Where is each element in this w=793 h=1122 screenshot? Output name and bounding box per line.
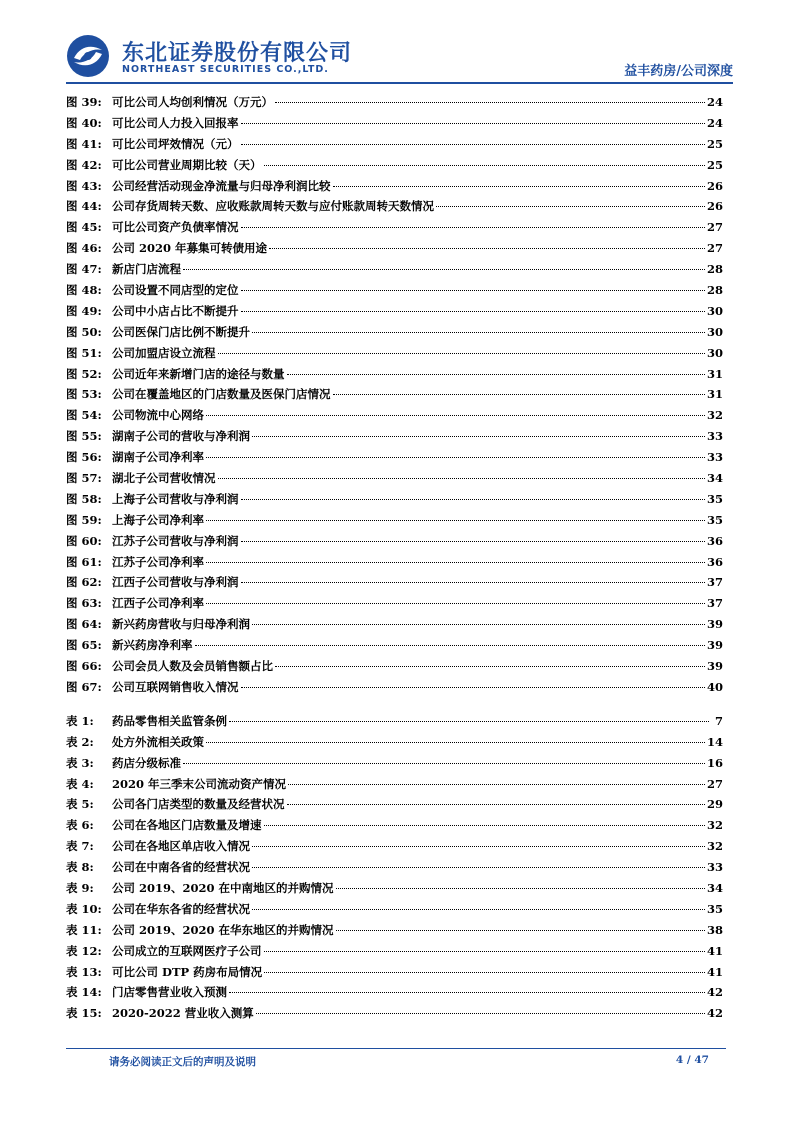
toc-title: 江西子公司净利率 [112,596,204,611]
dot-leader [206,603,705,604]
toc-title: 公司互联网销售收入情况 [112,679,239,694]
toc-title: 公司在覆盖地区的门店数量及医保门店情况 [112,387,331,402]
toc-prefix: 表 11: [66,922,102,937]
toc-page: 27 [706,241,723,256]
toc-entry[interactable] [66,964,723,985]
dot-leader [275,666,705,667]
toc-title: 可比公司人力投入回报率 [112,115,239,130]
dot-leader [252,846,705,847]
toc-prefix: 表 1: [66,713,94,728]
toc-page: 33 [706,429,723,444]
toc-title: 公司 2020 年募集可转债用途 [112,241,268,256]
toc-prefix: 表 8: [66,860,94,875]
toc-title: 公司成立的互联网医疗子公司 [112,943,262,958]
toc-page: 16 [706,755,723,770]
toc-prefix: 图 39: [66,95,102,109]
table-list [66,713,723,1026]
toc-entry[interactable] [66,94,723,115]
toc-prefix: 表 9: [66,880,94,895]
toc-entry[interactable] [66,449,723,470]
dot-leader [195,645,705,646]
toc-page: 42 [706,985,723,1000]
toc-page: 36 [706,533,723,548]
toc-page: 33 [706,860,723,875]
toc-title: 公司在各地区门店数量及增速 [112,818,262,833]
toc-page: 24 [706,115,723,130]
toc-title: 公司物流中心网络 [112,408,204,423]
toc-page: 42 [706,1006,723,1021]
toc-prefix: 图 47: [66,262,102,277]
dot-leader [336,888,705,889]
toc-entry[interactable] [66,407,723,428]
toc-entry[interactable] [66,859,723,880]
toc-page: 25 [706,136,723,151]
company-name-cn: 东北证券股份有限公司 [122,41,353,66]
toc-page: 34 [706,471,723,486]
toc-entry[interactable] [66,303,723,324]
toc-title: 新兴药房净利率 [112,638,193,653]
dot-leader [206,520,705,521]
toc-prefix: 图 42: [66,157,102,172]
dot-leader [229,721,709,722]
toc-page: 28 [706,262,723,277]
toc-entry[interactable] [66,616,723,637]
toc-entry[interactable] [66,755,723,776]
toc-prefix: 图 54: [66,408,102,423]
dot-leader [183,269,705,270]
toc-title: 可比公司资产负债率情况 [112,220,239,235]
dot-leader [336,930,705,931]
toc-prefix: 表 4: [66,776,94,791]
toc-page: 25 [706,157,723,172]
dot-leader [264,165,705,166]
toc-entry[interactable] [66,366,723,387]
dot-leader [264,825,705,826]
dot-leader [252,624,705,625]
toc-prefix: 图 45: [66,220,102,235]
toc-prefix: 图 58: [66,491,102,506]
toc-title: 处方外流相关政策 [112,734,204,749]
toc-page: 7 [714,713,723,728]
toc-title: 公司加盟店设立流程 [112,345,216,360]
dot-leader [241,290,705,291]
toc-entry[interactable] [66,512,723,533]
dot-leader [229,992,705,993]
toc-entry[interactable] [66,115,723,136]
toc-page: 30 [706,345,723,360]
toc-page: 32 [706,408,723,423]
dot-leader [333,394,705,395]
toc-prefix: 图 59: [66,512,102,527]
toc-page: 34 [706,880,723,895]
dot-leader [206,415,705,416]
toc-title: 公司医保门店比例不断提升 [112,324,250,339]
toc-prefix: 图 48: [66,283,102,298]
toc-title: 上海子公司净利率 [112,512,204,527]
toc-title: 公司会员人数及会员销售额占比 [112,659,273,674]
dot-leader [241,687,705,688]
toc-prefix: 图 49: [66,303,102,318]
toc-page: 31 [706,387,723,402]
page-header [66,34,733,84]
toc-title: 可比公司人均创利情况（万元） [112,95,273,109]
toc-title: 可比公司营业周期比较（天） [112,157,262,172]
toc-prefix: 图 64: [66,617,102,632]
dot-leader [252,332,705,333]
toc-entry[interactable] [66,386,723,407]
dot-leader [252,867,705,868]
toc-entry[interactable] [66,658,723,679]
toc-entry[interactable] [66,943,723,964]
toc-title: 公司在华东各省的经营状况 [112,901,250,916]
toc-title: 2020 年三季末公司流动资产情况 [112,776,287,791]
toc-title: 江苏子公司净利率 [112,554,204,569]
toc-entry[interactable] [66,776,723,797]
dot-leader [333,186,705,187]
toc-title: 公司中小店占比不断提升 [112,303,239,318]
toc-prefix: 图 40: [66,115,102,130]
toc-page: 30 [706,303,723,318]
toc-entry[interactable] [66,880,723,901]
dot-leader [206,457,705,458]
toc-entry[interactable] [66,136,723,157]
toc-page: 39 [706,659,723,674]
toc-entry[interactable] [66,178,723,199]
toc-prefix: 图 62: [66,575,102,590]
toc-title: 药品零售相关监管条例 [112,713,227,728]
toc-prefix: 表 13: [66,964,102,979]
figure-list [66,94,723,700]
toc-prefix: 图 61: [66,554,102,569]
toc-entry[interactable] [66,1005,723,1026]
dot-leader [287,804,705,805]
toc-entry[interactable] [66,470,723,491]
dot-leader [264,972,705,973]
toc-entry[interactable] [66,157,723,178]
toc-page: 32 [706,839,723,854]
toc-title: 药店分级标准 [112,755,181,770]
toc-page: 31 [706,366,723,381]
dot-leader [288,784,705,785]
toc-prefix: 图 67: [66,679,102,694]
dot-leader [241,541,705,542]
table-of-contents [66,94,723,1026]
dot-leader [241,227,705,228]
toc-prefix: 表 2: [66,734,94,749]
toc-title: 公司近年来新增门店的途径与数量 [112,366,285,381]
toc-prefix: 图 43: [66,178,102,193]
toc-prefix: 图 66: [66,659,102,674]
toc-page: 24 [706,95,723,109]
toc-entry[interactable] [66,219,723,240]
dot-leader [241,123,705,124]
toc-entry[interactable] [66,533,723,554]
toc-page: 27 [706,220,723,235]
toc-page: 37 [706,596,723,611]
toc-page: 33 [706,450,723,465]
dot-leader [256,1013,705,1014]
toc-prefix: 图 53: [66,387,102,402]
toc-page: 30 [706,324,723,339]
toc-title: 可比公司坪效情况（元） [112,136,239,151]
toc-title: 湖南子公司净利率 [112,450,204,465]
toc-entry[interactable] [66,713,723,734]
toc-entry[interactable] [66,901,723,922]
toc-entry[interactable] [66,679,723,700]
toc-prefix: 图 55: [66,429,102,444]
toc-page: 37 [706,575,723,590]
toc-prefix: 表 7: [66,839,94,854]
toc-entry[interactable] [66,922,723,943]
dot-leader [218,353,705,354]
toc-entry[interactable] [66,345,723,366]
dot-leader [269,248,705,249]
toc-page: 36 [706,554,723,569]
toc-page: 26 [706,178,723,193]
toc-page: 26 [706,199,723,214]
toc-entry[interactable] [66,838,723,859]
toc-title: 新店门店流程 [112,262,181,277]
toc-prefix: 表 5: [66,797,94,812]
toc-entry[interactable] [66,595,723,616]
dot-leader [264,951,705,952]
toc-prefix: 图 41: [66,136,102,151]
toc-page: 27 [706,776,723,791]
toc-prefix: 表 12: [66,943,102,958]
toc-page: 35 [706,512,723,527]
toc-entry[interactable] [66,817,723,838]
toc-entry[interactable] [66,198,723,219]
dot-leader [206,742,705,743]
footer-divider [66,1048,726,1049]
toc-entry[interactable] [66,554,723,575]
toc-prefix: 图 50: [66,324,102,339]
toc-title: 新兴药房营收与归母净利润 [112,617,250,632]
section-gap [66,700,723,713]
toc-title: 上海子公司营收与净利润 [112,491,239,506]
toc-prefix: 表 3: [66,755,94,770]
toc-prefix: 表 15: [66,1006,102,1021]
dot-leader [252,909,705,910]
dot-leader [436,206,705,207]
dot-leader [218,478,705,479]
toc-entry[interactable] [66,428,723,449]
toc-prefix: 图 51: [66,345,102,360]
toc-prefix: 表 10: [66,901,102,916]
dot-leader [241,311,705,312]
toc-entry[interactable] [66,984,723,1005]
toc-title: 门店零售营业收入预测 [112,985,227,1000]
toc-entry[interactable] [66,240,723,261]
toc-entry[interactable] [66,261,723,282]
toc-prefix: 图 57: [66,471,102,486]
toc-title: 2020-2022 营业收入测算 [112,1006,254,1021]
toc-title: 湖南子公司的营收与净利润 [112,429,250,444]
toc-page: 32 [706,818,723,833]
toc-title: 江西子公司营收与净利润 [112,575,239,590]
toc-prefix: 图 52: [66,366,102,381]
dot-leader [183,763,705,764]
toc-title: 可比公司 DTP 药房布局情况 [112,964,263,979]
toc-prefix: 表 6: [66,818,94,833]
toc-title: 公司设置不同店型的定位 [112,283,239,298]
toc-title: 湖北子公司营收情况 [112,471,216,486]
toc-page: 41 [706,964,723,979]
dot-leader [252,436,705,437]
toc-prefix: 图 44: [66,199,102,214]
header-divider [66,82,733,84]
company-logo-icon [66,34,110,78]
toc-page: 28 [706,283,723,298]
dot-leader [287,374,705,375]
toc-title: 公司经营活动现金净流量与归母净利润比较 [112,178,331,193]
toc-entry[interactable] [66,282,723,303]
toc-prefix: 图 60: [66,533,102,548]
toc-page: 41 [706,943,723,958]
dot-leader [275,102,705,103]
toc-entry[interactable] [66,637,723,658]
toc-prefix: 图 65: [66,638,102,653]
page-number: 4 / 47 [675,1054,709,1066]
toc-title: 公司各门店类型的数量及经营状况 [112,797,285,812]
company-name-en: NORTHEAST SECURITIES CO.,LTD. [122,64,329,75]
dot-leader [241,499,705,500]
toc-prefix: 图 56: [66,450,102,465]
toc-title: 公司在中南各省的经营状况 [112,860,250,875]
dot-leader [241,582,705,583]
toc-page: 35 [706,901,723,916]
footer-disclaimer: 请务必阅读正文后的声明及说明 [109,1056,256,1068]
toc-entry[interactable] [66,574,723,595]
toc-page: 40 [706,679,723,694]
toc-title: 公司存货周转天数、应收账款周转天数与应付账款周转天数情况 [112,199,434,214]
toc-prefix: 图 46: [66,241,102,256]
toc-title: 江苏子公司营收与净利润 [112,533,239,548]
toc-entry[interactable] [66,796,723,817]
toc-page: 14 [706,734,723,749]
toc-prefix: 图 63: [66,596,102,611]
toc-title: 公司 2019、2020 在中南地区的并购情况 [112,880,334,895]
dot-leader [241,144,705,145]
report-tag: 益丰药房/公司深度 [624,64,733,79]
toc-entry[interactable] [66,734,723,755]
toc-page: 39 [706,638,723,653]
dot-leader [206,562,705,563]
toc-page: 38 [706,922,723,937]
toc-page: 39 [706,617,723,632]
toc-entry[interactable] [66,324,723,345]
toc-prefix: 表 14: [66,985,102,1000]
toc-title: 公司在各地区单店收入情况 [112,839,250,854]
toc-title: 公司 2019、2020 在华东地区的并购情况 [112,922,334,937]
toc-page: 35 [706,491,723,506]
toc-page: 29 [706,797,723,812]
toc-entry[interactable] [66,491,723,512]
